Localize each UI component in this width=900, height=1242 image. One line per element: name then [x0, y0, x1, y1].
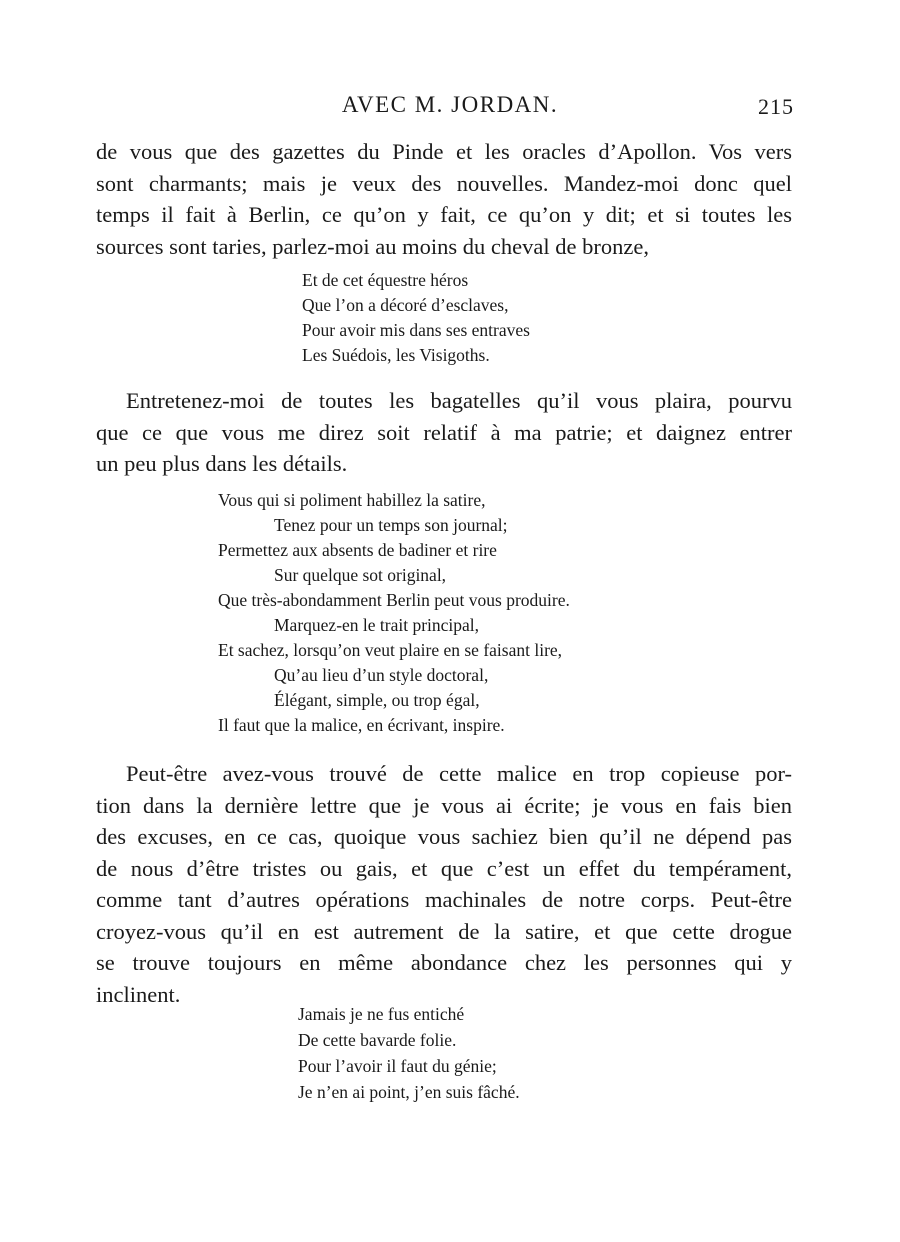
verse-line: Élégant, simple, ou trop égal,	[274, 690, 480, 710]
paragraph-3	[96, 758, 792, 1010]
text-line: un peu plus dans les détails.	[96, 451, 348, 476]
text-line: sont charmants; mais je veux des nouvelles. Mandez-moi donc quel	[96, 170, 792, 196]
text-line: de nous d’être tristes ou gais, et que c’est un effet du tempérament,	[96, 855, 792, 881]
verse-1	[302, 268, 530, 368]
verse-line: Marquez-en le trait principal,	[274, 615, 480, 635]
verse-line: Que très-abondamment Berlin peut vous produire.	[218, 590, 570, 610]
page-number: 215	[758, 94, 794, 119]
verse-line: Et sachez, lorsqu’on veut plaire en se faisant lire,	[218, 640, 563, 660]
verse-line: Qu’au lieu d’un style doctoral,	[274, 665, 489, 685]
verse-line: Permettez aux absents de badiner et rire	[218, 540, 497, 560]
text-line: des excuses, en ce cas, quoique vous sachiez bien qu’il ne dépend pas	[96, 824, 792, 849]
verse-line: De cette bavarde folie.	[298, 1030, 457, 1050]
verse-line: Et de cet équestre héros	[302, 270, 469, 290]
text-line: inclinent.	[96, 981, 181, 1007]
paragraph-1	[96, 136, 792, 262]
text-line: croyez-vous qu’il en est autrement de la satire, et que cette drogue	[96, 918, 792, 944]
text-line: tion dans la dernière lettre que je vous ai écrite; je vous en fais bien	[96, 792, 792, 818]
text-line: que ce que vous me direz soit relatif à ma patrie; et daignez entrer	[96, 419, 792, 445]
verse-line: Je n’en ai point, j’en suis fâché.	[298, 1082, 520, 1102]
text-line: temps il fait à Berlin, ce qu’on y fait, ce qu’on y dit; et si toutes les	[96, 202, 792, 227]
verse-2	[218, 488, 570, 738]
text-line: se trouve toujours en même abondance chez les personnes qui y	[96, 950, 792, 975]
paragraph-2	[96, 385, 792, 480]
running-title: AVEC M. JORDAN.	[341, 92, 559, 117]
running-head	[0, 92, 900, 124]
text-line: de vous que des gazettes du Pinde et les oracles d’Apollon. Vos vers	[96, 139, 792, 164]
verse-line: Il faut que la malice, en écrivant, inspire.	[218, 715, 505, 735]
verse-line: Vous qui si poliment habillez la satire,	[218, 490, 486, 510]
text-line: Entretenez-moi de toutes les bagatelles qu’il vous plaira, pourvu	[126, 388, 792, 413]
verse-line: Sur quelque sot original,	[274, 565, 447, 585]
text-line: comme tant d’autres opérations machinales de notre corps. Peut-être	[96, 887, 792, 912]
text-line: Peut-être avez-vous trouvé de cette malice en trop copieuse por-	[126, 761, 792, 786]
verse-line: Jamais je ne fus entiché	[298, 1004, 465, 1024]
verse-line: Pour avoir mis dans ses entraves	[302, 320, 530, 340]
text-line: sources sont taries, parlez-moi au moins du cheval de bronze,	[96, 233, 649, 259]
verse-3	[298, 1001, 520, 1105]
verse-line: Tenez pour un temps son journal;	[274, 515, 508, 535]
verse-line: Que l’on a décoré d’esclaves,	[302, 295, 509, 315]
verse-line: Les Suédois, les Visigoths.	[302, 345, 490, 365]
verse-line: Pour l’avoir il faut du génie;	[298, 1056, 497, 1076]
